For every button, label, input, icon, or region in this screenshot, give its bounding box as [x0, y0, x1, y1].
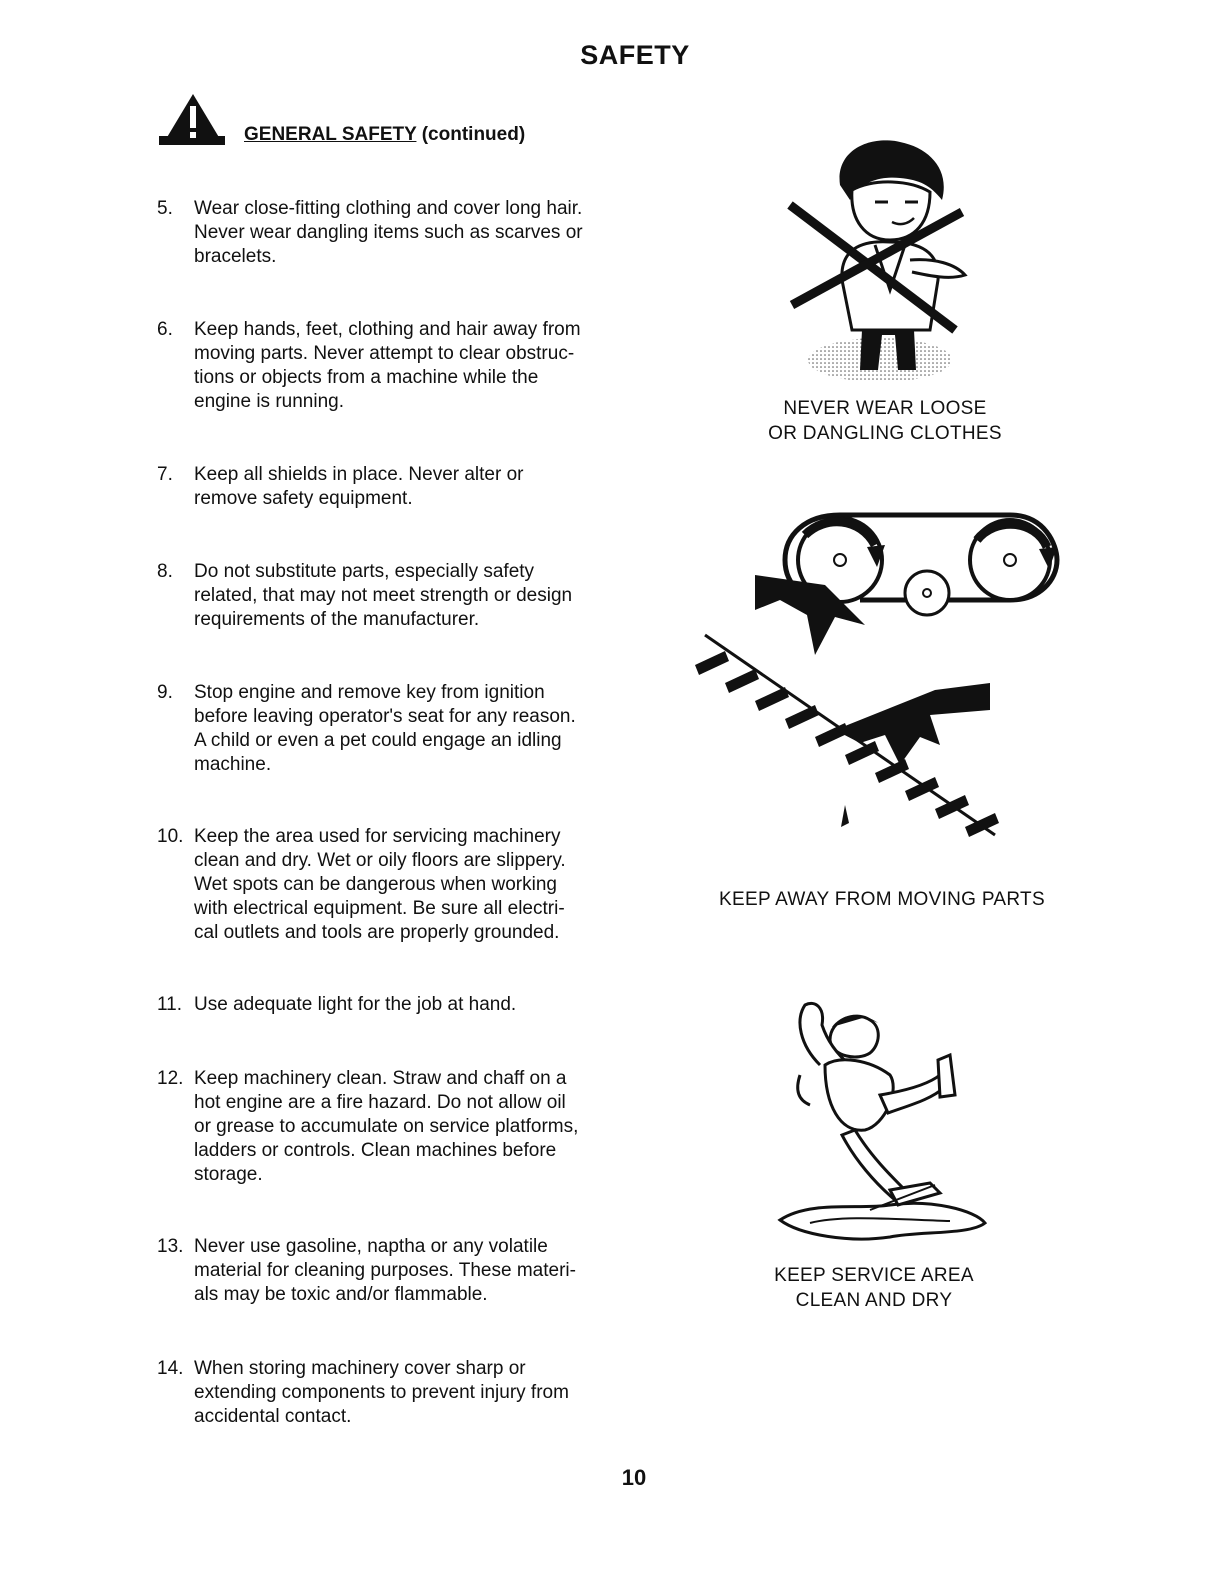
page-title: SAFETY [580, 40, 690, 70]
warning-triangle-icon [157, 92, 227, 150]
item-text: Keep all shields in place. Never alter or remove safety equipment. [194, 464, 524, 509]
item-number: 7. [157, 464, 173, 485]
item-number: 9. [157, 682, 173, 703]
item-text: Keep the area used for servicing machinery clean and dry. Wet or oily floors are slippery. Wet spots can be dangerous when working with electrical equipment. Be sure all electri- cal outlets and tools are properly grounded. [194, 826, 566, 943]
item-text: Stop engine and remove key from ignition before leaving operator's seat for any reason. A child or even a pet could engage an idling machine. [194, 682, 576, 775]
loose-clothing-illustration [780, 130, 980, 390]
item-number: 8. [157, 561, 173, 582]
item-text: Keep machinery clean. Straw and chaff on a hot engine are a fire hazard. Do not allow oil or grease to accumulate on service platforms, ladders or controls. Clean machines before storage. [194, 1068, 579, 1185]
section-title-suffix: (continued) [421, 124, 526, 145]
item-number: 13. [157, 1236, 184, 1257]
item-number: 11. [157, 994, 183, 1015]
item-number: 10. [157, 826, 184, 847]
slipping-person-illustration [770, 995, 995, 1250]
item-number: 14. [157, 1358, 184, 1379]
section-title-label: GENERAL SAFETY [244, 124, 417, 145]
clothes-caption: NEVER WEAR LOOSE OR DANGLING CLOTHES [768, 398, 1002, 444]
section-title [244, 124, 525, 146]
section-header [157, 92, 637, 152]
moving-parts-illustration [685, 505, 1070, 890]
item-text: Never use gasoline, naptha or any volatile material for cleaning purposes. These materi- als may be toxic and/or flammable. [194, 1236, 576, 1305]
item-number: 6. [157, 319, 173, 340]
item-text: Do not substitute parts, especially safety related, that may not meet strength or design requirements of the manufacturer. [194, 561, 573, 630]
item-text: Use adequate light for the job at hand. [194, 994, 517, 1015]
item-text: Wear close-fitting clothing and cover long hair. Never wear dangling items such as scarves or bracelets. [194, 198, 583, 267]
item-number: 5. [157, 198, 173, 219]
item-number: 12. [157, 1068, 184, 1089]
item-text: When storing machinery cover sharp or extending components to prevent injury from accidental contact. [194, 1358, 569, 1427]
service-area-caption: KEEP SERVICE AREA CLEAN AND DRY [774, 1265, 974, 1311]
item-text: Keep hands, feet, clothing and hair away from moving parts. Never attempt to clear obstruc- tions or objects from a machine while the engine is running. [194, 319, 581, 412]
moving-parts-caption: KEEP AWAY FROM MOVING PARTS [719, 889, 1045, 910]
page-number: 10 [621, 1465, 647, 1490]
